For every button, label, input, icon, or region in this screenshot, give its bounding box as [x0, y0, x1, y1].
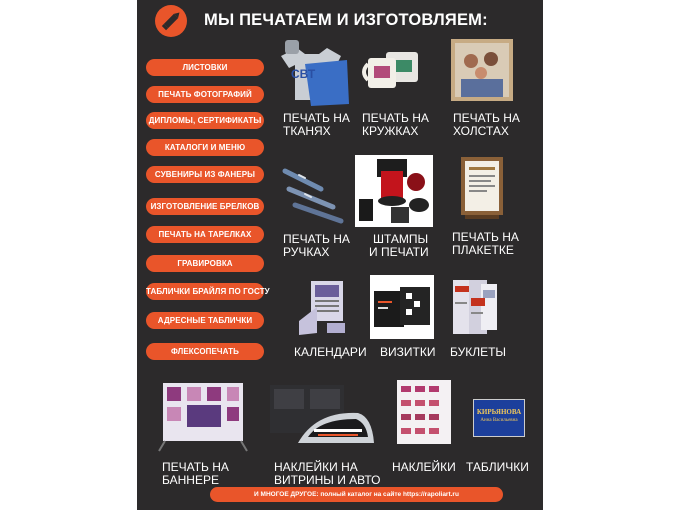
- caption-plaque-line2: ПЛАКЕТКЕ: [452, 243, 514, 257]
- caption-plaque-line1: ПЕЧАТЬ НА: [452, 230, 519, 244]
- caption-pens-line2: РУЧКАХ: [283, 245, 330, 259]
- stamps-image: [355, 155, 433, 227]
- pens-image: [279, 163, 347, 225]
- booklets-image: [451, 278, 499, 338]
- caption-banner-line2: БАННЕРЕ: [162, 473, 219, 487]
- banner-stand-image: [157, 381, 249, 453]
- caption-signs: ТАБЛИЧКИ: [466, 460, 529, 474]
- pencil-logo-icon: [155, 5, 187, 37]
- stickers-image: [395, 378, 453, 448]
- service-plywood-souvenirs: СУВЕНИРЫ ИЗ ФАНЕРЫ: [146, 166, 264, 183]
- caption-canvas-line1: ПЕЧАТЬ НА: [453, 111, 520, 125]
- caption-booklets: БУКЛЕТЫ: [450, 345, 507, 359]
- service-leaflets: ЛИСТОВКИ: [146, 59, 264, 76]
- window-stickers-image: [268, 381, 376, 455]
- canvas-family-photo: [451, 39, 513, 101]
- caption-business-cards: ВИЗИТКИ: [380, 345, 436, 359]
- sign-subname-text: Анна Васильевна: [480, 418, 518, 423]
- price-poster: [137, 0, 543, 510]
- caption-banner-line1: ПЕЧАТЬ НА: [162, 460, 229, 474]
- caption-window-stickers-line1: НАКЛЕЙКИ НА: [274, 460, 358, 474]
- service-flexo-print: ФЛЕКСОПЕЧАТЬ: [146, 343, 264, 360]
- caption-stamps-line1: ШТАМПЫ: [373, 232, 429, 246]
- catalog-link-bar[interactable]: И МНОГОЕ ДРУГОЕ: полный каталог на сайте https://rapoliart.ru: [210, 487, 503, 502]
- tshirt-print-text: СВТ: [291, 67, 316, 81]
- caption-calendars: КАЛЕНДАРИ: [294, 345, 367, 359]
- service-engraving: ГРАВИРОВКА: [146, 255, 264, 272]
- caption-mugs-line1: ПЕЧАТЬ НА: [362, 111, 429, 125]
- business-cards-image: [370, 275, 434, 339]
- page-title: МЫ ПЕЧАТАЕМ И ИЗГОТОВЛЯЕМ:: [204, 11, 488, 29]
- calendars-image: [297, 279, 347, 335]
- mugs-image: [362, 40, 422, 100]
- service-photo-print: ПЕЧАТЬ ФОТОГРАФИЙ: [146, 86, 264, 103]
- caption-canvas-line2: ХОЛСТАХ: [453, 124, 509, 138]
- service-braille-signs: ТАБЛИЧКИ БРАЙЛЯ ПО ГОСТУ: [146, 283, 264, 300]
- caption-fabric-line1: ПЕЧАТЬ НА: [283, 111, 350, 125]
- caption-stickers: НАКЛЕЙКИ: [392, 460, 456, 474]
- service-catalogs: КАТАЛОГИ И МЕНЮ: [146, 139, 264, 156]
- tshirt-image: [275, 34, 349, 106]
- caption-fabric-line2: ТКАНЯХ: [283, 124, 331, 138]
- service-plate-print: ПЕЧАТЬ НА ТАРЕЛКАХ: [146, 226, 264, 243]
- name-sign-image: [473, 399, 525, 437]
- caption-window-stickers-line2: ВИТРИНЫ И АВТО: [274, 473, 381, 487]
- service-keychains: ИЗГОТОВЛЕНИЕ БРЕЛКОВ: [146, 198, 264, 215]
- caption-mugs-line2: КРУЖКАХ: [362, 124, 419, 138]
- caption-pens-line1: ПЕЧАТЬ НА: [283, 232, 350, 246]
- caption-stamps-line2: И ПЕЧАТИ: [369, 245, 429, 259]
- service-address-signs: АДРЕСНЫЕ ТАБЛИЧКИ: [146, 312, 264, 329]
- service-diplomas: ДИПЛОМЫ, СЕРТИФИКАТЫ: [146, 112, 264, 129]
- sign-name-text: КИРЬЯНОВА: [476, 408, 522, 416]
- plaque-image: [457, 155, 507, 221]
